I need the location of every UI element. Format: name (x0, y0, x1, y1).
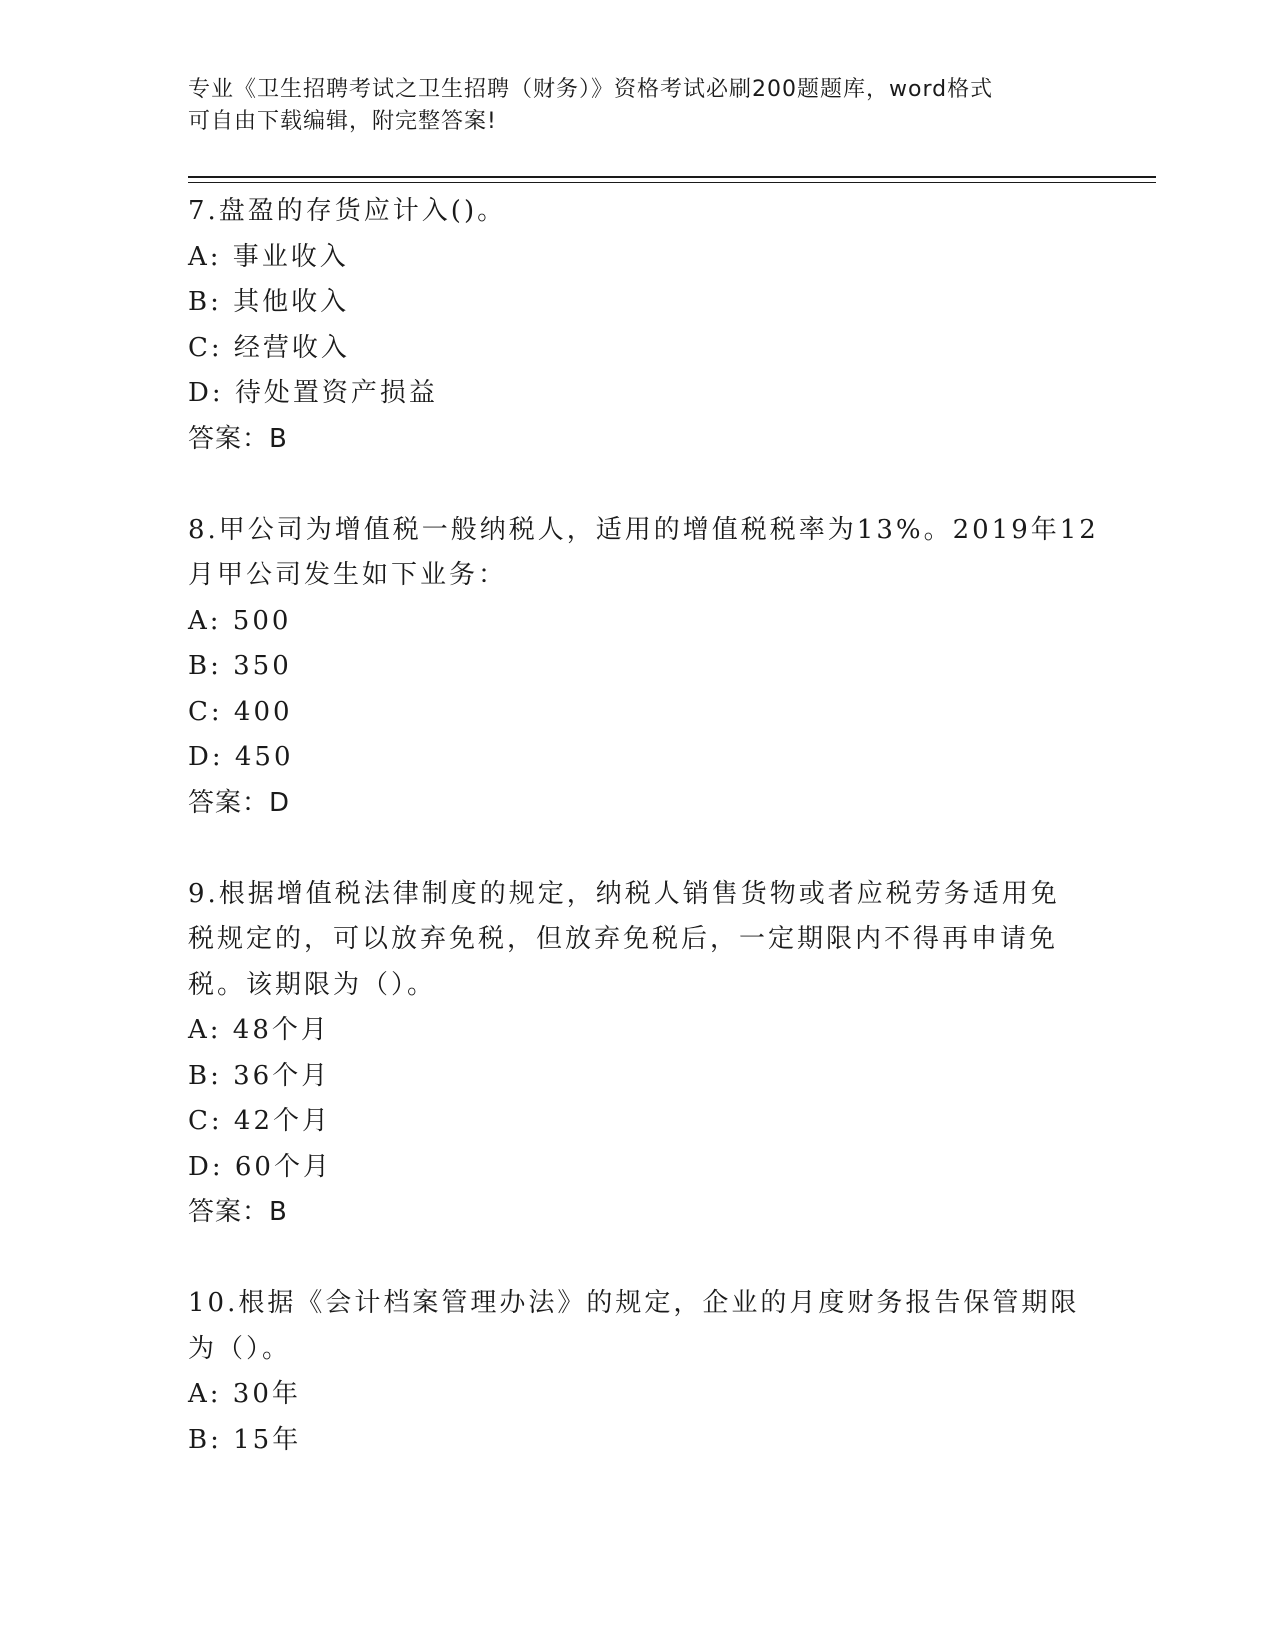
question-block-8 (188, 508, 1108, 872)
header-line-2: 可自由下载编辑，附完整答案! (188, 109, 497, 134)
answer: 答案：D (188, 787, 291, 818)
spacer (188, 462, 1108, 508)
question-stem: 9.根据增值税法律制度的规定，纳税人销售货物或者应税劳务适用免 (188, 878, 1060, 909)
question-stem: 税规定的，可以放弃免税，但放弃免税后，一定期限内不得再申请免 (188, 924, 1059, 954)
question-stem: 10.根据《会计档案管理办法》的规定，企业的月度财务报告保管期限 (188, 1288, 1080, 1318)
option-b: B: 350 (188, 651, 292, 681)
answer: 答案：B (188, 1197, 288, 1227)
option-c: C: 42个月 (188, 1106, 332, 1136)
question-block-9 (188, 872, 1108, 1282)
header-rule-thick (188, 176, 1156, 178)
question-stem: 7.盘盈的存货应计入()。 (188, 196, 507, 226)
option-a: A: 48个月 (188, 1015, 330, 1045)
question-block-10 (188, 1281, 1108, 1463)
option-d: D: 450 (188, 742, 294, 772)
spacer (188, 1236, 1108, 1282)
option-a: A: 500 (188, 605, 292, 636)
option-d: D: 60个月 (188, 1151, 332, 1182)
spacer (188, 826, 1108, 872)
option-b: B: 其他收入 (188, 287, 350, 317)
option-b: B: 15年 (188, 1424, 302, 1455)
question-stem: 税。该期限为（）。 (188, 969, 437, 1000)
answer: 答案：B (188, 423, 288, 454)
document-header (188, 74, 1088, 138)
header-rule-thin (188, 182, 1156, 183)
option-c: C: 经营收入 (188, 332, 350, 363)
question-list (188, 189, 1108, 1463)
option-a: A: 事业收入 (188, 241, 349, 272)
question-stem: 8.甲公司为增值税一般纳税人，适用的增值税税率为13%。2019年12 (188, 514, 1099, 545)
option-a: A: 30年 (188, 1379, 301, 1409)
option-c: C: 400 (188, 696, 293, 727)
option-b: B: 36个月 (188, 1060, 331, 1091)
question-stem: 为（）。 (188, 1333, 292, 1364)
question-stem: 月甲公司发生如下业务： (188, 560, 508, 590)
question-block-7 (188, 189, 1108, 508)
option-d: D: 待处置资产损益 (188, 378, 438, 408)
header-line-1: 专业《卫生招聘考试之卫生招聘（财务）》资格考试必刷200题题库，word格式 (188, 77, 994, 102)
